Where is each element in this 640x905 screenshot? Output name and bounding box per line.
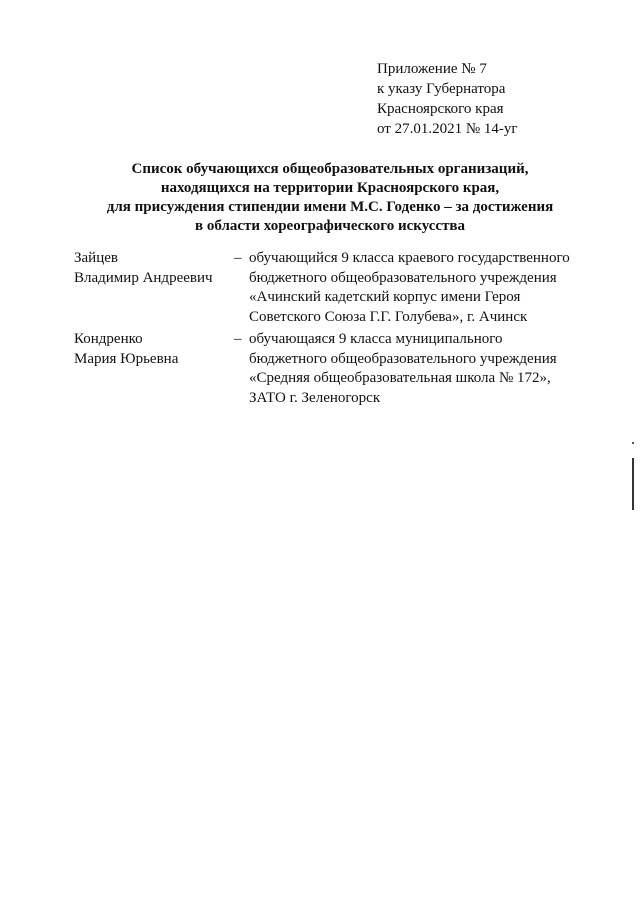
appendix-date: от 27.01.2021 № 14-уг — [377, 121, 518, 137]
appendix-region: Красноярского края — [377, 101, 504, 117]
student-name — [74, 249, 234, 288]
student-description — [249, 330, 614, 408]
appendix-header — [377, 59, 518, 139]
title-line-1: Список обучающихся общеобразовательных организаций, — [131, 161, 529, 177]
entry-dash: – — [234, 331, 242, 347]
description-line: обучающаяся 9 класса муниципального — [249, 331, 503, 347]
student-surname: Зайцев — [74, 250, 118, 266]
title-line-2: находящихся на территории Красноярского края, — [160, 180, 500, 196]
description-line: бюджетного общеобразовательного учреждения — [249, 350, 557, 367]
title-line-3: для присуждения стипендии имени М.С. Годенко – за достижения — [106, 199, 554, 215]
appendix-number: Приложение № 7 — [377, 61, 487, 77]
description-line: бюджетного общеобразовательного учреждения — [249, 269, 557, 286]
scan-artifact-line — [632, 458, 634, 510]
student-given-name: Мария Юрьевна — [74, 350, 179, 367]
scan-artifact-dot — [632, 442, 634, 444]
document-title — [60, 160, 600, 236]
student-name — [74, 330, 234, 369]
student-description — [249, 249, 614, 327]
description-line: Советского Союза Г.Г. Голубева», г. Ачинск — [249, 308, 528, 325]
student-given-name: Владимир Андреевич — [74, 269, 213, 286]
description-line: обучающийся 9 класса краевого государственного — [249, 250, 570, 266]
entry-dash: – — [234, 250, 242, 266]
description-line: ЗАТО г. Зеленогорск — [249, 389, 381, 406]
title-line-4: в области хореографического искусства — [194, 218, 466, 234]
appendix-decree-ref: к указу Губернатора — [377, 81, 506, 97]
description-line: «Средняя общеобразовательная школа № 172», — [249, 370, 551, 386]
description-line: «Ачинский кадетский корпус имени Героя — [249, 289, 521, 305]
student-surname: Кондренко — [74, 331, 143, 347]
